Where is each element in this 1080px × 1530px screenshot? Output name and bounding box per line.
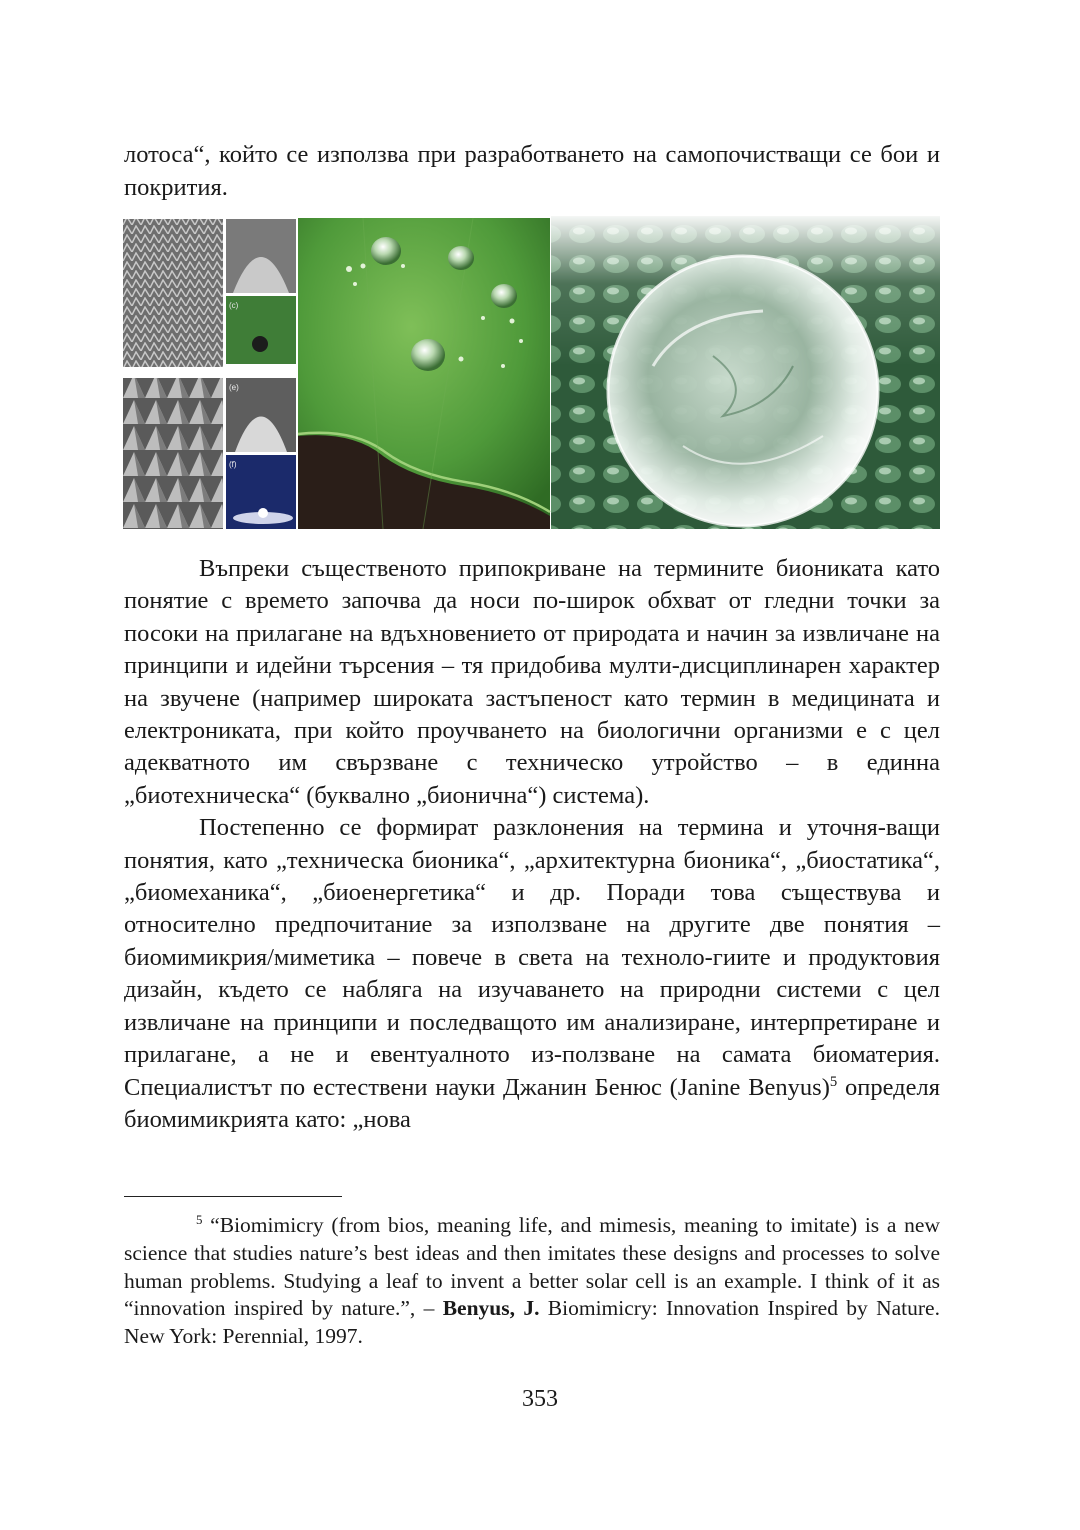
panel-label-e: (e)	[229, 383, 239, 392]
sem-micrographs-panel	[123, 216, 298, 529]
sem-image-a	[123, 219, 223, 367]
water-drop	[411, 339, 445, 371]
lotus-leaf-drops-panel	[298, 218, 550, 529]
page-number: 353	[522, 1386, 558, 1412]
sem-image-d	[123, 378, 223, 529]
intro-paragraph: лотоса“, който се използва при разработването на самопочистващи се бои и покрития.	[124, 141, 940, 201]
droplet-papillae-panel	[551, 216, 940, 529]
footnote	[124, 1212, 940, 1351]
paragraph-1: Въпреки същественото припокриване на термините биониката като понятие с времето започва да носи по-широк обхват от гледни точки за посоки на прилагане на вдъхновението от природата и начин за извличане на принципи и идейни търсения – тя придобива мулти-дисциплинарен характер на звучене (например широката застъпеност като термин в медицината и електрониката, при който проучването на биологични организми е с цел адекватното им свързване с техническо утройство – в единна „биотехническа“ (буквално „бионична“) система).	[124, 555, 940, 809]
main-text	[124, 553, 940, 1136]
water-drop	[491, 284, 517, 308]
panel-label-f: (f)	[229, 460, 237, 469]
footnote-citation: Biomimicry: Innovation Inspired by Nature. New York: Perennial, 1997.	[124, 1296, 940, 1349]
footnote-reference[interactable]: 5	[829, 1073, 838, 1090]
figure-svg	[123, 216, 940, 529]
footnote-separator	[124, 1196, 342, 1197]
footnote-author: Benyus, J.	[442, 1296, 540, 1321]
footnote-marker: 5	[196, 1212, 203, 1227]
panel-label-c: (c)	[229, 301, 239, 310]
paragraph-2	[124, 812, 940, 1136]
paragraph-2-text-end: определя биомимикрията като: „нова	[124, 1073, 940, 1133]
water-drop	[448, 246, 474, 270]
lotus-effect-figure	[123, 216, 940, 529]
water-drop	[371, 237, 401, 265]
paragraph-2-text: Постепенно се формират разклонения на термина и уточня-ващи понятия, като „техническа бионика“, „архитектурна бионика“, „биостатика“, „биомеханика“, „биоенергетика“ и др. Поради това съществува и относително предпочитание за използване на другите две понятия – биомимикрия/миметика – повече в света на техноло-гиите и продуктовия дизайн, където се набляга на изучаването на природни системи с цел извличане на принципи и последващото им анализиране, интерпретиране и прилагане, а не и евентуалното из-ползване на самата биоматерия. Специалистът по естествени науки Джанин Бенюс (Janine Benyus)	[124, 814, 940, 1101]
footnote-text: “Biomimicry (from bios, meaning life, and mimesis, meaning to imitate) is a new science that studies nature’s best ideas and then imitates these designs and processes to solve human problems. Studying a leaf to invent a better solar cell is an example. I think of it as “innovation inspired by nature.”, –	[124, 1213, 940, 1321]
